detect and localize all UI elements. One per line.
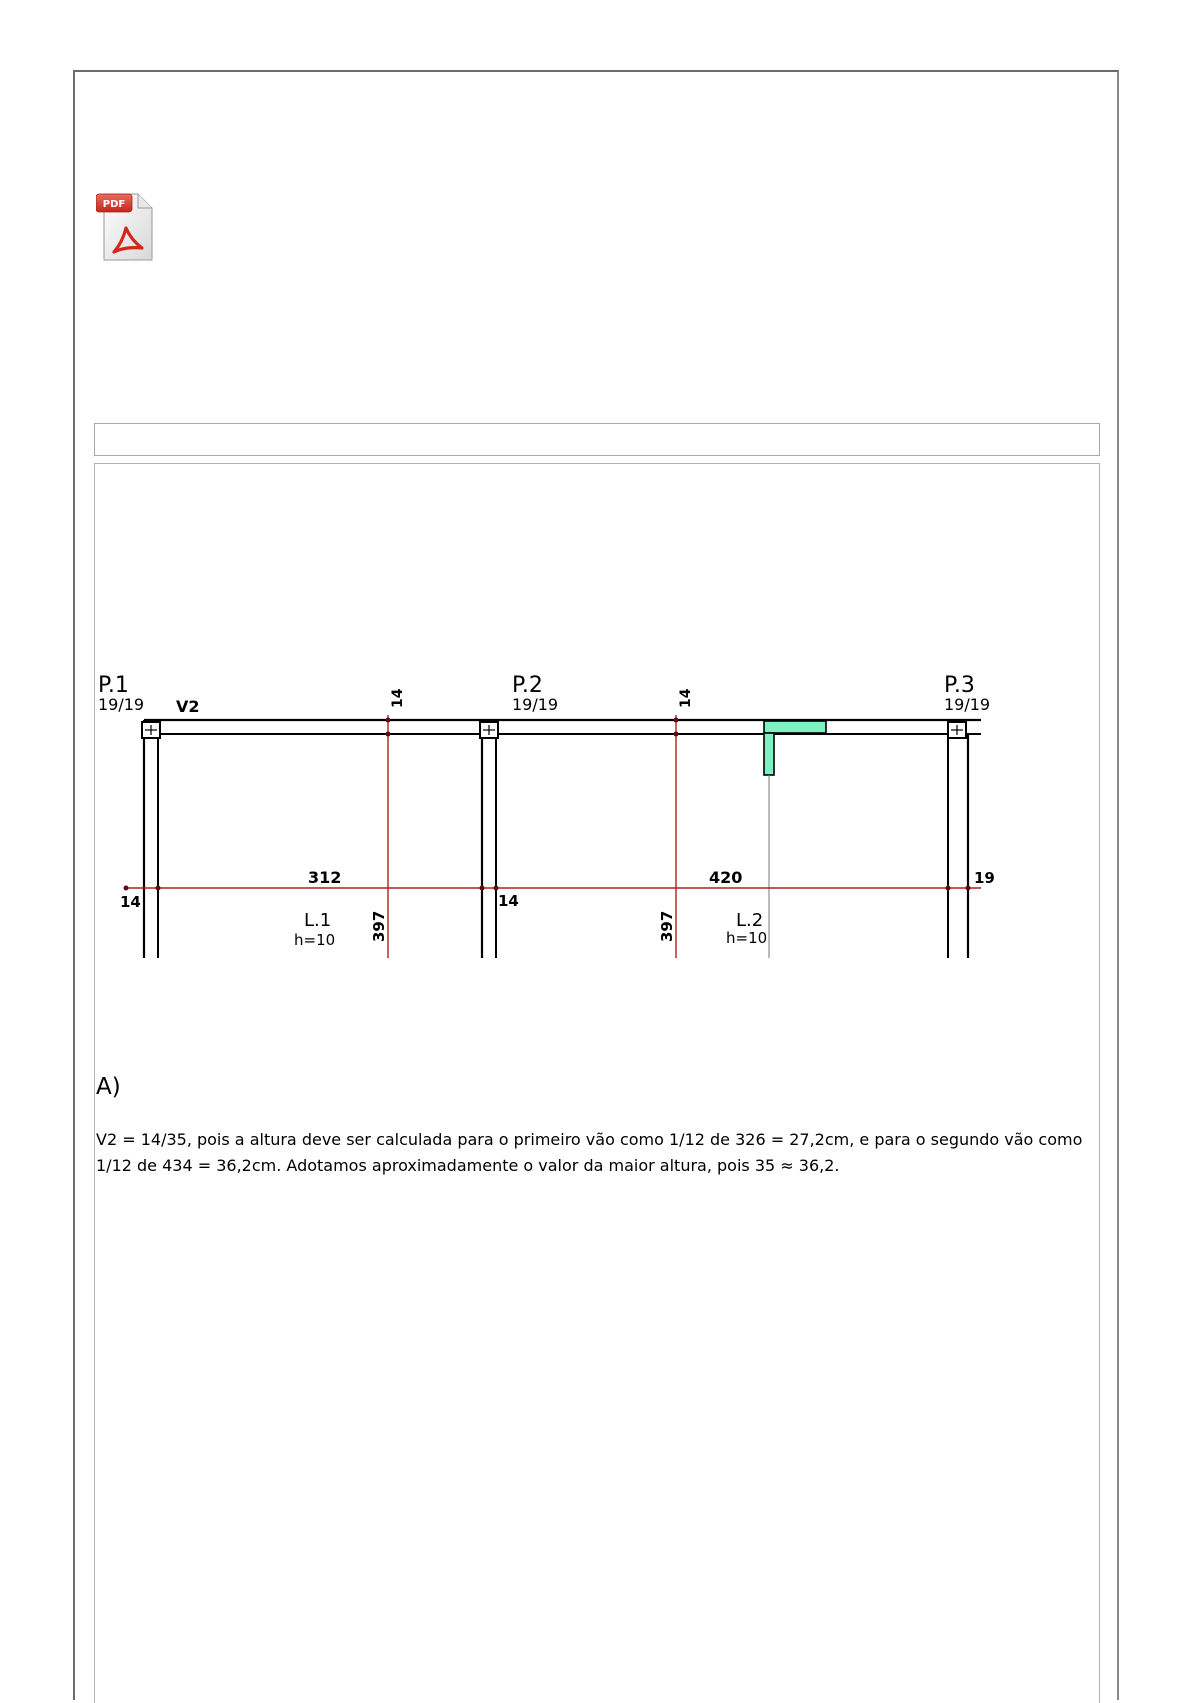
answer-text: V2 = 14/35, pois a altura deve ser calculada para o primeiro vão como 1/12 de 326 = 27,2cm, e para o segundo vão como 1/12 de 434 = 36,2cm. Adotamos aproximadamente o valor da maior altura, pois 35 ≈ 36,2.	[96, 1130, 1083, 1175]
side-dim-label-1: 14	[120, 893, 141, 911]
side-dim-label-2: 14	[498, 892, 519, 910]
slab-length-label-1: 397	[370, 910, 388, 942]
pdf-badge-label: PDF	[102, 199, 126, 210]
pillar-p2-dims: 19/19	[512, 695, 559, 714]
side-dim-label-3: 19	[974, 869, 995, 887]
span-label-1: 312	[308, 868, 342, 887]
pdf-file-icon[interactable]	[96, 188, 156, 264]
pillar-p3-label: P.3	[944, 673, 975, 698]
slab-l1-label: L.1	[304, 910, 332, 931]
beam-v2-label: V2	[176, 697, 200, 716]
empty-header-bar	[94, 423, 1100, 456]
pdf-icon-graphic	[96, 188, 156, 264]
answer-label: A)	[96, 1074, 121, 1100]
pillar-p1-dims: 19/19	[98, 695, 145, 714]
slab-l2-height: h=10	[726, 929, 768, 947]
slab-length-label-2: 397	[658, 910, 676, 942]
pillar-p1-label: P.1	[98, 673, 129, 698]
slab-l2-label: L.2	[736, 910, 764, 931]
structural-plan-drawing	[96, 670, 1002, 958]
beam-section-highlight	[764, 721, 826, 775]
pillar-p3-dims: 19/19	[944, 695, 991, 714]
content-box	[94, 463, 1100, 1703]
beam-width-label-1: 14	[390, 688, 406, 708]
beam-width-label-2: 14	[678, 688, 694, 708]
slab-l1-height: h=10	[294, 931, 336, 949]
pillar-p3-square	[948, 722, 966, 738]
pillar-p1-square	[142, 722, 160, 738]
pillar-p2-label: P.2	[512, 673, 543, 698]
pillar-p2-square	[480, 722, 498, 738]
span-label-2: 420	[709, 868, 743, 887]
